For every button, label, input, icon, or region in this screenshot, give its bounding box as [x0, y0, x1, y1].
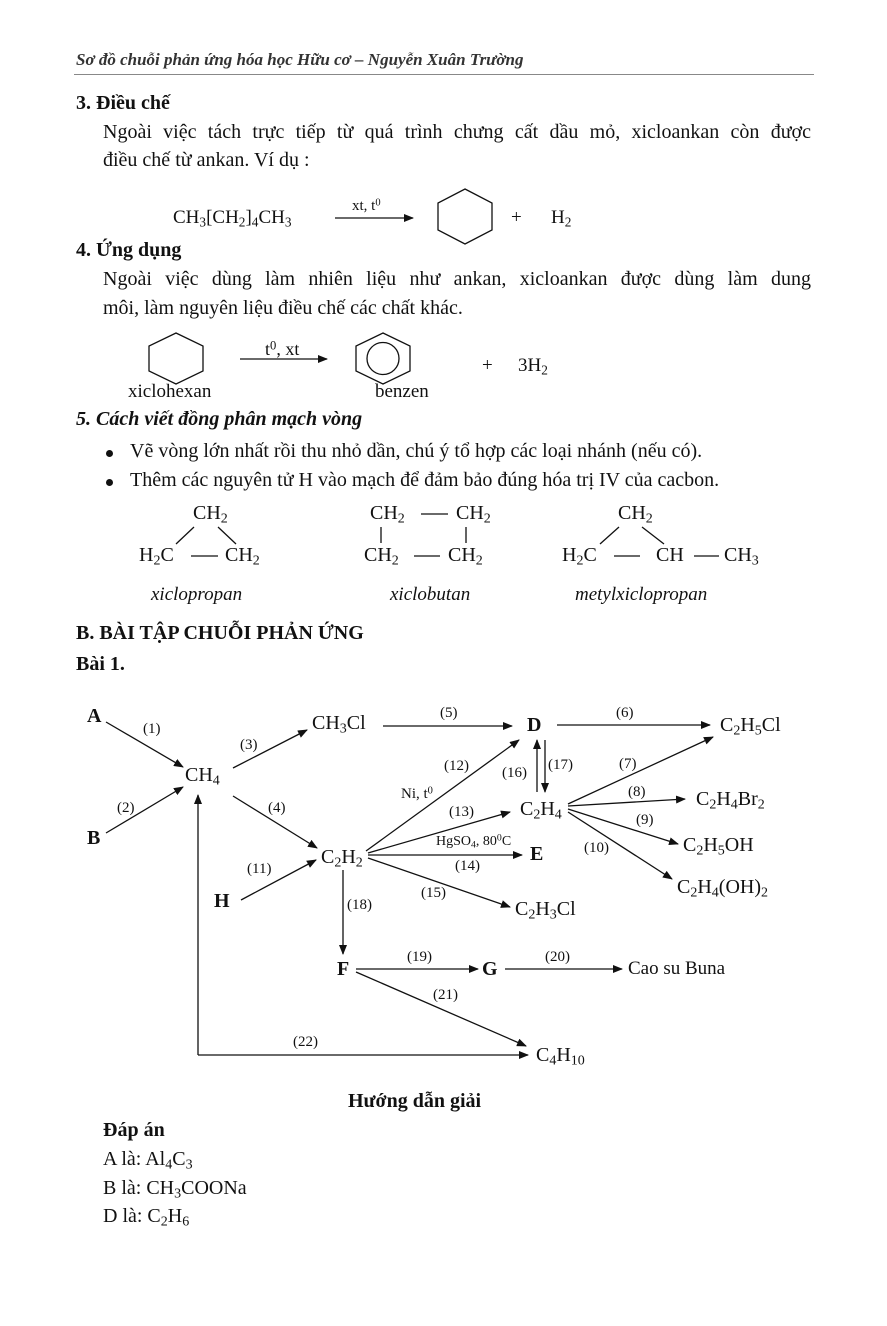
step-19: (19)	[407, 949, 432, 965]
arrow-12	[366, 740, 519, 851]
step-16: (16)	[502, 765, 527, 781]
reaction-1-h2: $H_2$	[551, 207, 572, 230]
node-A: A	[87, 705, 102, 727]
reaction-2-3h2: $3H_2$	[518, 355, 548, 378]
node-C4H10: $C_4H_{10}$	[536, 1044, 585, 1069]
section-4-title: 4. Ứng dụng	[76, 239, 182, 261]
node-CH3Cl: $CH_3Cl$	[312, 712, 366, 737]
answer-D: D là: $C_2H_6$	[103, 1205, 190, 1230]
reaction-1-condition: xt, $t^0$	[352, 197, 381, 214]
xiclopropan-ch2-top: $CH_2$	[193, 502, 228, 527]
step-3: (3)	[240, 737, 258, 753]
bullet-2-text: Thêm các nguyên tử H vào mạch để đảm bảo đúng hóa trị IV của cacbon.	[130, 469, 720, 491]
step-14: (14)	[455, 858, 480, 874]
node-F: F	[337, 958, 350, 980]
step-12: (12)	[444, 758, 469, 774]
section-3-line-2: điều chế từ ankan. Ví dụ :	[103, 149, 310, 171]
arrow-4	[233, 796, 317, 848]
step-22: (22)	[293, 1034, 318, 1050]
node-cao-su-buna: Cao su Buna	[628, 958, 726, 979]
arrow-3	[233, 730, 307, 768]
xiclobutan-ch2-tr: $CH_2$	[456, 502, 491, 527]
step-15: (15)	[421, 885, 446, 901]
node-E: E	[530, 843, 544, 865]
section-4-line-1: Ngoài việc dùng làm nhiên liệu như ankan, xicloankan được dùng làm dung	[103, 268, 811, 290]
name-metylxiclopropan: metylxiclopropan	[575, 584, 708, 605]
dap-an-label: Đáp án	[103, 1119, 165, 1141]
xiclobutan-ch2-bl: $CH_2$	[364, 544, 399, 569]
arrow-2	[106, 787, 183, 833]
node-CH4: $CH_4$	[185, 764, 220, 789]
arrow-9	[568, 809, 678, 844]
cyclohexane-ring-2	[149, 333, 203, 384]
node-C2H4Br2: $C_2H_4Br_2$	[696, 788, 765, 813]
arrow-1	[106, 722, 183, 767]
metyl-bond-left	[600, 527, 619, 544]
step-10: (10)	[584, 840, 609, 856]
node-C2H4: $C_2H_4$	[520, 798, 562, 823]
solution-title: Hướng dẫn giải	[348, 1090, 482, 1112]
step-4: (4)	[268, 800, 286, 816]
node-G: G	[482, 958, 498, 980]
step-17: (17)	[548, 757, 573, 773]
label-benzen: benzen	[375, 381, 429, 402]
metyl-bond-right	[642, 527, 664, 544]
benzene-inner-circle	[367, 343, 399, 375]
step-8: (8)	[628, 784, 646, 800]
arrow-15	[368, 858, 510, 907]
xiclopropan-bond-left	[176, 527, 194, 544]
xiclopropan-h2c: $H_2C$	[139, 544, 174, 569]
reaction-2-condition: $t^0$, xt	[265, 338, 300, 359]
section-3-title: 3. Điều chế	[76, 92, 170, 114]
step-7: (7)	[619, 756, 637, 772]
step-9: (9)	[636, 812, 654, 828]
reaction-hexane-formula: $CH_3[CH_2]_4CH_3$	[173, 207, 292, 230]
arrow-13	[368, 812, 510, 853]
section-3-line-1: Ngoài việc tách trực tiếp từ quá trình chưng cất dầu mỏ, xicloankan còn được	[103, 121, 811, 143]
node-C2H4OH2: $C_2H_4(OH)_2$	[677, 876, 769, 901]
step-13: (13)	[449, 804, 474, 820]
part-b-title: B. BÀI TẬP CHUỖI PHẢN ỨNG	[76, 622, 364, 644]
name-xiclobutan: xiclobutan	[390, 584, 471, 605]
node-C2H5OH: $C_2H_5OH$	[683, 834, 754, 859]
bullet-1-text: Vẽ vòng lớn nhất rồi thu nhỏ dần, chú ý tổ hợp các loại nhánh (nếu có).	[130, 440, 703, 462]
node-C2H3Cl: $C_2H_3Cl$	[515, 898, 576, 923]
arrow-8	[568, 799, 685, 806]
label-xiclohexan: xiclohexan	[128, 381, 212, 402]
step-18: (18)	[347, 897, 372, 913]
metyl-ch3: $CH_3$	[724, 544, 759, 569]
xiclopropan-ch2-right: $CH_2$	[225, 544, 260, 569]
benzene-ring	[356, 333, 410, 384]
arrow-11	[241, 860, 316, 900]
metyl-ch2-top: $CH_2$	[618, 502, 653, 527]
cond-ni-t0: Ni, $t^0$	[401, 785, 433, 802]
name-xiclopropan: xiclopropan	[151, 584, 243, 605]
section-4-line-2: môi, làm nguyên liệu điều chế các chất khác.	[103, 297, 463, 319]
cyclohexane-ring-1	[438, 189, 492, 244]
answer-B: B là: $CH_3COONa$	[103, 1177, 247, 1202]
node-H: H	[214, 890, 230, 912]
cond-hgso4: HgSO$_4$, $80^0C$	[436, 832, 512, 851]
answer-A: A là: $Al_4C_3$	[103, 1148, 193, 1173]
arrow-7	[568, 737, 713, 804]
step-21: (21)	[433, 987, 458, 1003]
arrow-10	[568, 812, 672, 879]
step-5: (5)	[440, 705, 458, 721]
step-6: (6)	[616, 705, 634, 721]
node-C2H5Cl: $C_2H_5Cl$	[720, 714, 781, 739]
reaction-2-plus: +	[482, 355, 493, 376]
step-2: (2)	[117, 800, 135, 816]
metyl-h2c: $H_2C$	[562, 544, 597, 569]
xiclobutan-ch2-br: $CH_2$	[448, 544, 483, 569]
xiclobutan-ch2-tl: $CH_2$	[370, 502, 405, 527]
step-20: (20)	[545, 949, 570, 965]
step-1: (1)	[143, 721, 161, 737]
node-C2H2: $C_2H_2$	[321, 846, 363, 871]
node-D: D	[527, 714, 542, 736]
reaction-1-plus: +	[511, 207, 522, 228]
bai-1-title: Bài 1.	[76, 653, 125, 675]
metyl-ch: CH	[656, 544, 684, 566]
xiclopropan-bond-right	[218, 527, 236, 544]
arrow-21	[356, 972, 526, 1046]
running-header: Sơ đồ chuỗi phản ứng hóa học Hữu cơ – Nguyễn Xuân Trường	[76, 50, 524, 69]
step-11: (11)	[247, 861, 272, 877]
node-B: B	[87, 827, 101, 849]
section-5-title: 5. Cách viết đồng phân mạch vòng	[76, 408, 363, 430]
